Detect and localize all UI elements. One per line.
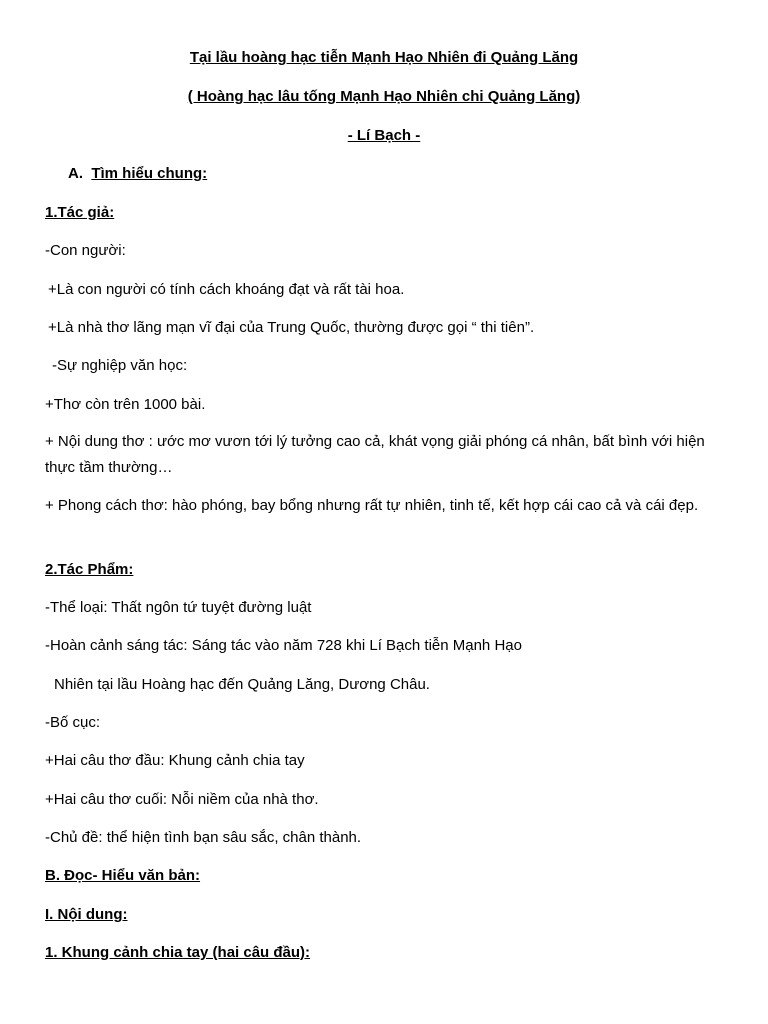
hoan-canh-line-2: Nhiên tại lầu Hoàng hạc đến Quảng Lăng, Dương Châu.	[54, 676, 430, 693]
con-nguoi-point-1: +Là con người có tính cách khoáng đạt và rất tài hoa.	[48, 281, 405, 298]
con-nguoi-label: -Con người:	[45, 242, 126, 259]
su-nghiep-point-3: + Phong cách thơ: hào phóng, bay bổng nhưng rất tự nhiên, tinh tế, kết hợp cái cao cả và cái đẹp.	[45, 497, 699, 514]
bo-cuc-point-1: +Hai câu thơ đầu: Khung cảnh chia tay	[45, 752, 305, 769]
section-a-heading	[68, 164, 730, 184]
hoan-canh-line-1: -Hoàn cảnh sáng tác: Sáng tác vào năm 728 khi Lí Bạch tiễn Mạnh Hạo	[45, 637, 522, 654]
title-line-2: ( Hoàng hạc lâu tống Mạnh Hạo Nhiên chi Quảng Lăng)	[187, 88, 581, 105]
the-loai: -Thể loại: Thất ngôn tứ tuyệt đường luật	[45, 599, 312, 616]
section-b-heading: B. Đọc- Hiểu văn bản:	[45, 867, 201, 884]
su-nghiep-point-2: + Nội dung thơ : ước mơ vươn tới lý tưởng cao cả, khát vọng giải phóng cá nhân, bất bình với hiện thực tầm thường…	[45, 433, 705, 476]
heading-tac-pham: 2.Tác Phẩm:	[45, 561, 134, 578]
author-line: - Lí Bạch -	[347, 127, 421, 144]
chu-de: -Chủ đề: thể hiện tình bạn sâu sắc, chân thành.	[45, 829, 362, 846]
bo-cuc-point-2: +Hai câu thơ cuối: Nỗi niềm của nhà thơ.	[45, 791, 319, 808]
con-nguoi-point-2: +Là nhà thơ lãng mạn vĩ đại của Trung Quốc, thường được gọi “ thi tiên”.	[48, 319, 535, 336]
su-nghiep-label: -Sự nghiệp văn học:	[52, 357, 188, 374]
title-line-1: Tại lầu hoàng hạc tiễn Mạnh Hạo Nhiên đi Quảng Lăng	[189, 49, 579, 66]
section-a-marker: A.	[68, 165, 83, 182]
section-a-label: Tìm hiểu chung:	[91, 165, 208, 182]
bo-cuc-label: -Bố cục:	[45, 714, 101, 731]
su-nghiep-point-1: +Thơ còn trên 1000 bài.	[45, 396, 206, 413]
heading-noi-dung: I. Nội dung:	[45, 906, 128, 923]
heading-tac-gia: 1.Tác giả:	[45, 204, 115, 221]
heading-khung-canh: 1. Khung cảnh chia tay (hai câu đầu):	[45, 944, 311, 961]
